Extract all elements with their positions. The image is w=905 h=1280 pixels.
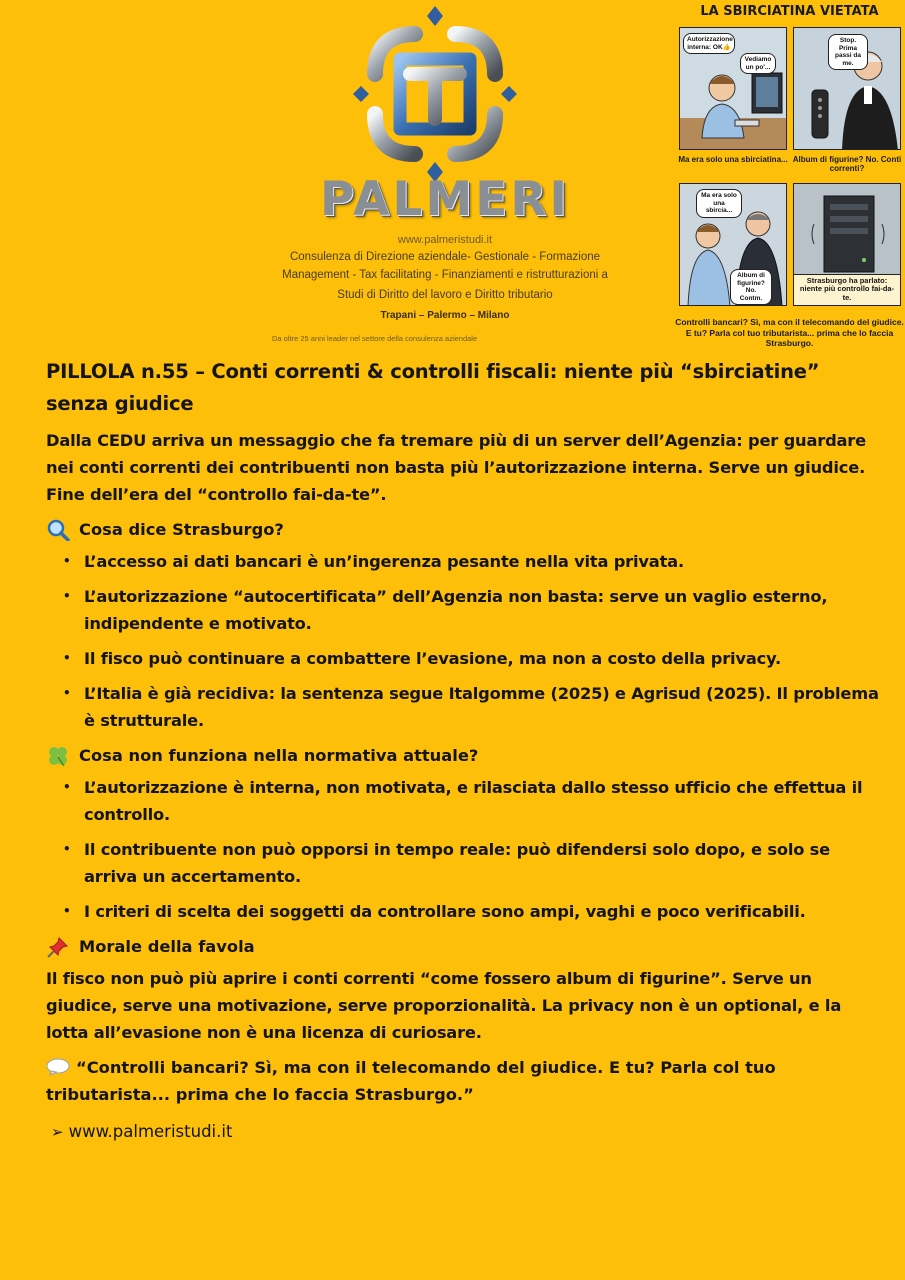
list-item: • Il fisco può continuare a combattere l’evasione, ma non a costo della privacy. xyxy=(46,645,881,672)
section-heading-text: Cosa non funziona nella normativa attuale? xyxy=(79,746,479,765)
comic-caption: Album di figurine? No. Conti correnti? xyxy=(792,155,902,173)
section-heading-normativa xyxy=(46,742,881,769)
strasburgo-list xyxy=(46,548,881,734)
brand-cities: Trapani – Palermo – Milano xyxy=(380,310,510,321)
list-item: • L’autorizzazione “autocertificata” dell’Agenzia non basta: serve un vaglio esterno, indipendente e motivato. xyxy=(46,583,881,637)
section-heading-morale xyxy=(46,933,881,960)
list-item: • L’autorizzazione è interna, non motivata, e rilasciata dallo stesso ufficio che effettua il controllo. xyxy=(46,774,881,828)
comic-title: LA SBIRCIATINA VIETATA xyxy=(700,4,879,19)
brand-name: PALMERI xyxy=(319,172,570,227)
comic-caption: Strasburgo ha parlato: niente più controllo fai-da-te. xyxy=(794,274,900,306)
speech-bubble-icon xyxy=(46,1058,70,1076)
article xyxy=(46,356,881,1141)
brand-header xyxy=(265,0,625,345)
list-item: • L’accesso ai dati bancari è un’ingerenza pesante nella vita privata. xyxy=(46,548,881,575)
comic-caption: Ma era solo una sbirciatina... xyxy=(678,155,788,164)
article-title: PILLOLA n.55 – Conti correnti & controlli fiscali: niente più “sbirciatine” senza giudice xyxy=(46,360,820,415)
comic-footer: Controlli bancari? Sì, ma con il telecomando del giudice. E tu? Parla col tuo tributarista... prima che lo faccia Strasburgo. xyxy=(675,317,904,348)
palmeri-logo-icon xyxy=(345,4,525,184)
list-item: • Il contribuente non può opporsi in tempo reale: può difendersi solo dopo, e solo se arriva un accertamento. xyxy=(46,836,881,890)
list-item: • I criteri di scelta dei soggetti da controllare sono ampi, vaghi e poco verificabili. xyxy=(46,898,881,925)
pushpin-icon xyxy=(46,936,70,958)
quote-text: “Controlli bancari? Sì, ma con il telecomando del giudice. E tu? Parla col tuo tributarista... prima che lo faccia Strasburgo.” xyxy=(46,1058,776,1104)
morale-text: Il fisco non può più aprire i conti correnti “come fossero album di figurine”. Serve un giudice, serve una motivazione, serve proporzionalità. La privacy non è un optional, e la lotta all’evasione non è una licenza di curiosare. xyxy=(46,969,842,1042)
comic-panel-3 xyxy=(679,183,787,306)
brand-services-line-3: Studi di Diritto del lavoro e Diritto tributario xyxy=(337,289,553,301)
brand-services-line-1: Consulenza di Direzione aziendale- Gestionale - Formazione xyxy=(289,251,601,263)
website-link-row[interactable] xyxy=(46,1122,881,1141)
brand-url: www.palmeristudi.it xyxy=(397,234,493,246)
website-link[interactable]: www.palmeristudi.it xyxy=(68,1122,233,1141)
comic-panel-4 xyxy=(793,183,901,306)
magnifier-icon xyxy=(46,519,70,541)
comic-strip xyxy=(674,0,905,356)
arrowhead-bullet-icon: ➢ xyxy=(51,1122,64,1141)
comic-bubble: Stop. Prima passi da me. xyxy=(828,34,868,70)
comic-bubble: Album di figurine? No. Contm. xyxy=(730,269,772,305)
article-intro: Dalla CEDU arriva un messaggio che fa tremare più di un server dell’Agenzia: per guardare nei conti correnti dei contribuenti non basta più l’autorizzazione interna. Serve un giudice. Fine dell’era del “controllo fai-da-te”. xyxy=(46,431,866,504)
normativa-list xyxy=(46,774,881,925)
list-item: • L’Italia è già recidiva: la sentenza segue Italgomme (2025) e Agrisud (2025). Il problema è strutturale. xyxy=(46,680,881,734)
comic-bubble: Ma era solo una sbircia... xyxy=(696,189,742,218)
section-heading-strasburgo xyxy=(46,516,881,543)
section-heading-text: Cosa dice Strasburgo? xyxy=(79,520,284,539)
closing-quote xyxy=(46,1054,881,1108)
comic-panel-2 xyxy=(793,27,901,150)
brand-tagline: Da oltre 25 anni leader nel settore della consulenza aziendale xyxy=(272,334,478,343)
section-heading-text: Morale della favola xyxy=(79,937,255,956)
clover-icon xyxy=(46,745,70,767)
brand-services-line-2: Management - Tax facilitating - Finanziamenti e ristrutturazioni a xyxy=(282,269,608,281)
comic-bubble: Autorizzazione interna: OK👍 xyxy=(683,33,735,54)
comic-bubble: Vediamo un po'... xyxy=(740,53,776,74)
comic-panel-1 xyxy=(679,27,787,150)
